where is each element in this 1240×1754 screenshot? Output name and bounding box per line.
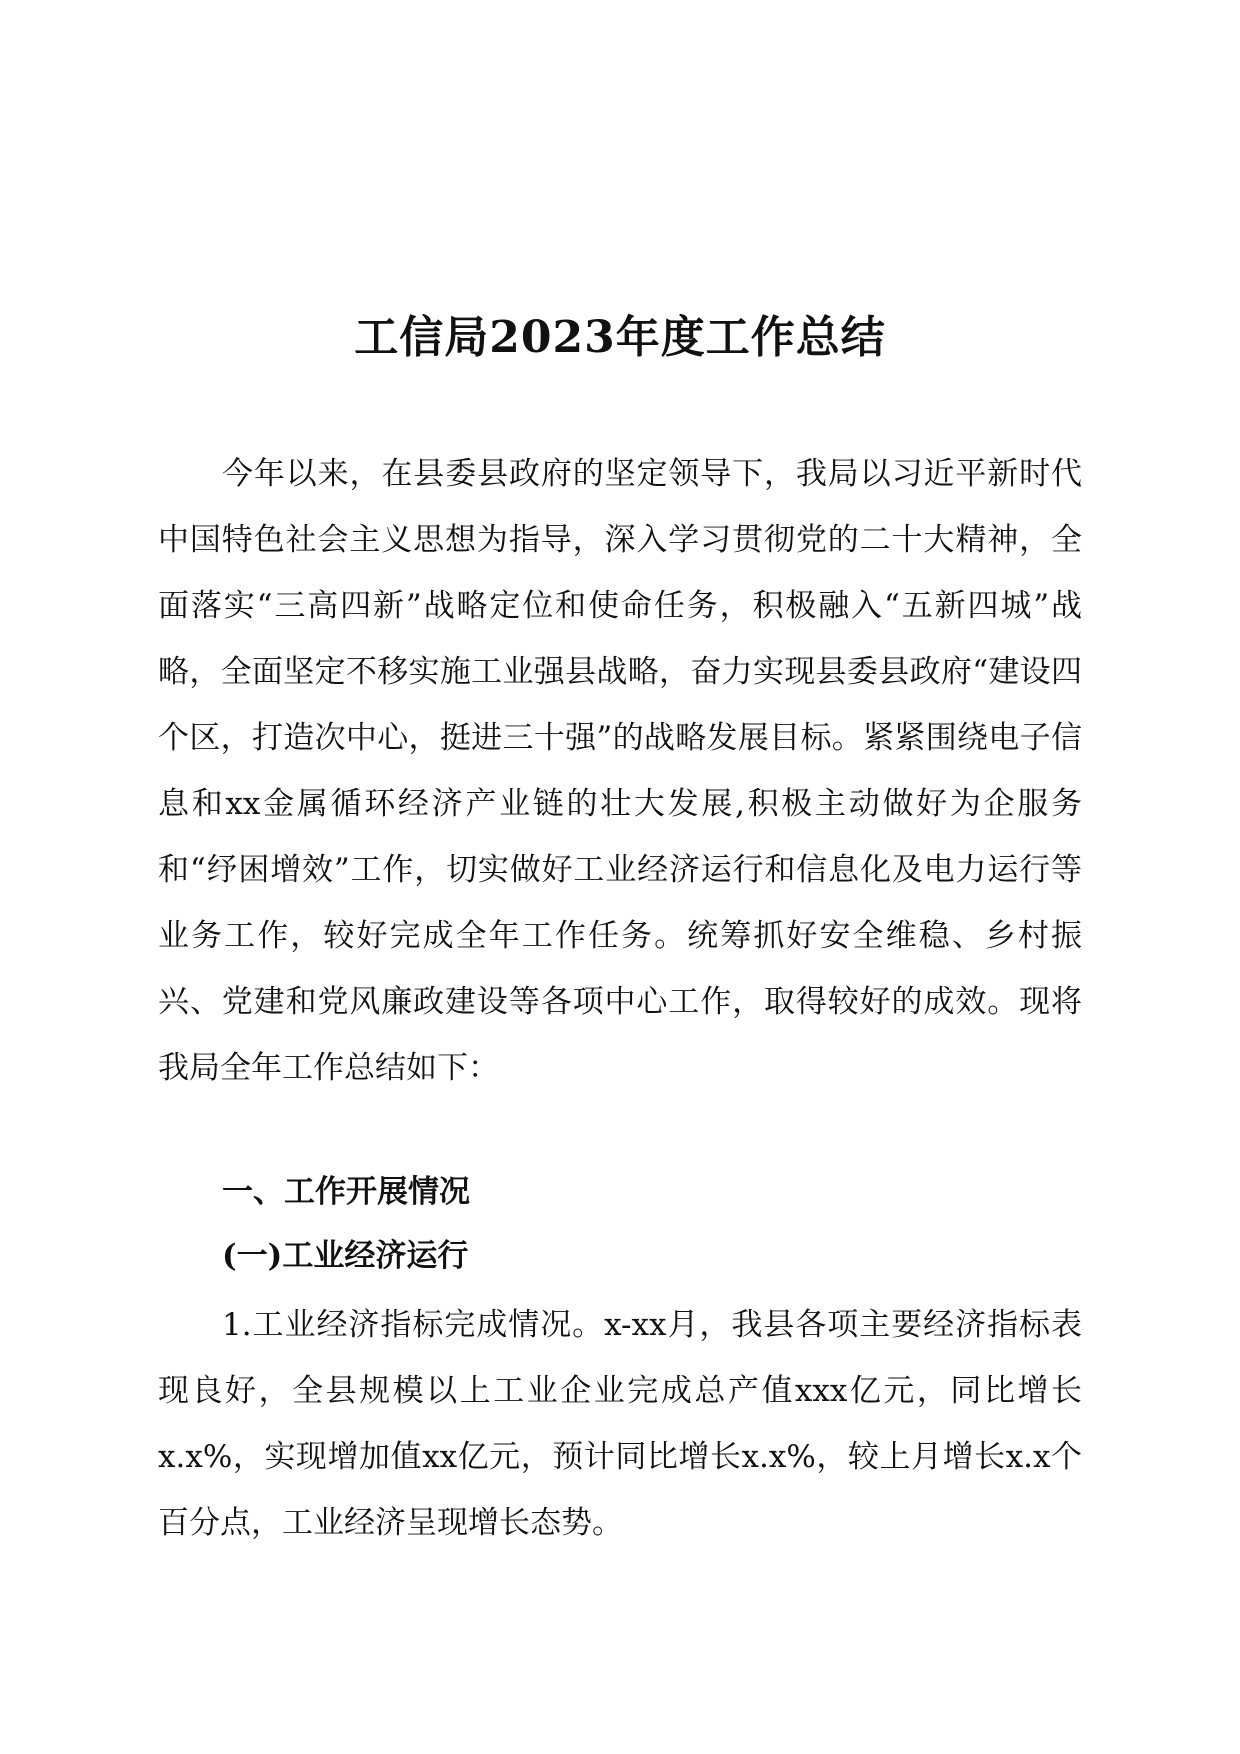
section-heading: 一、工作开展情况: [222, 1174, 470, 1210]
subsection-heading: (一)工业经济运行: [222, 1238, 469, 1274]
item-1-paragraph: 1.工业经济指标完成情况。x-xx月，我县各项主要经济指标表现良好，全县规模以上工业企业完成总产值xxx亿元，同比增长x.x%，实现增加值xx亿元，预计同比增长x.x%，较上月增长x.x个百分点，工业经济呈现增长态势。: [158, 1307, 1082, 1541]
document-title: 工信局2023年度工作总结: [354, 312, 886, 363]
intro-paragraph: 今年以来，在县委县政府的坚定领导下，我局以习近平新时代中国特色社会主义思想为指导，深入学习贯彻党的二十大精神，全面落实“三高四新”战略定位和使命任务，积极融入“五新四城”战略，全面坚定不移实施工业强县战略，奋力实现县委县政府“建设四个区，打造次中心，挺进三十强”的战略发展目标。紧紧围绕电子信息和xx金属循环经济产业链的壮大发展,积极主动做好为企服务和“纾困增效”工作，切实做好工业经济运行和信息化及电力运行等业务工作，较好完成全年工作任务。统筹抓好安全维稳、乡村振兴、党建和党风廉政建设等各项中心工作，取得较好的成效。现将我局全年工作总结如下：: [158, 456, 1082, 1086]
